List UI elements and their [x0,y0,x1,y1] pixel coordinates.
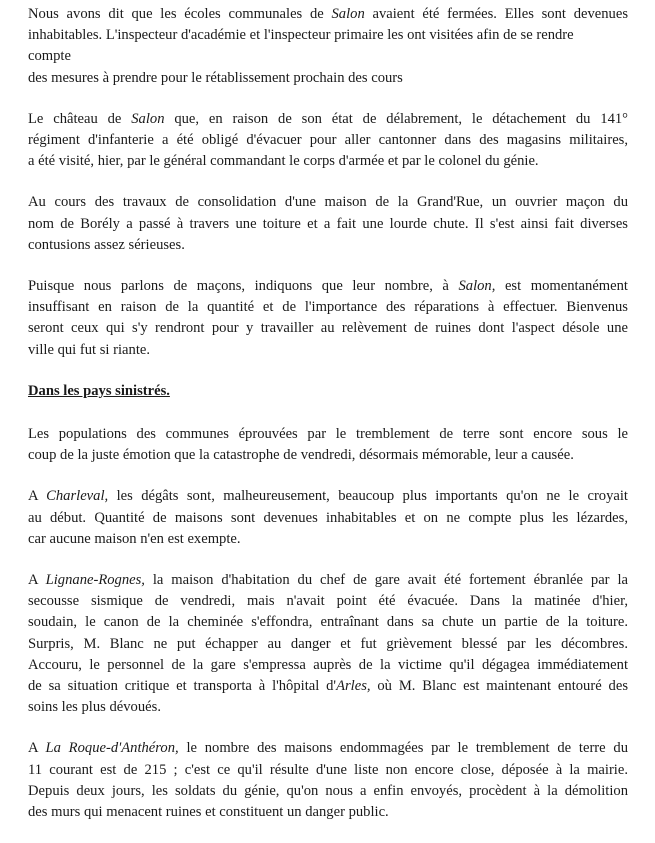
text-line [28,676,628,697]
paragraph-p7 [28,570,628,718]
text-line [28,318,628,339]
text-line [28,760,628,781]
place-name: La Roque-d'Anthéron, [45,740,179,757]
text-run: nom de Borély a passé à travers une toiture et a fait une lourde chute. Il s'est ainsi fait diverses [28,215,628,232]
text-run: régiment d'infanterie a été obligé d'évacuer pour aller cantonner dans des magasins militaires, [28,132,628,149]
text-run: Depuis deux jours, les soldats du génie, qu'on nous a enfin envoyés, procèdent à la démolition [28,782,628,799]
text-run: soudain, le canon de la cheminée s'effondra, entraînant dans sa chute un partie de la toiture. [28,614,628,631]
text-run: Le château de [28,110,132,127]
text-run: est momentanément [495,278,628,295]
text-run: les dégâts sont, malheureusement, beaucoup plus importants qu'on ne le croyait [108,488,628,505]
paragraph-p4 [28,276,628,361]
text-line [28,445,628,466]
paragraph-p5 [28,424,628,466]
text-run: des mesures à prendre pour le rétablissement prochain des cours [28,69,403,86]
place-name: Salon [331,6,365,22]
text-run: que, en raison de son état de délabrement, le détachement du 141° [164,110,628,127]
text-run: Surpris, M. Blanc ne put échapper au danger et fut grièvement blessé par les décombres. [28,635,628,652]
place-name: Charleval, [46,488,109,505]
text-run: des murs qui menacent ruines et constituent un danger public. [28,804,389,821]
news-section-sinistres [28,424,628,823]
text-run: Nous avons dit que les écoles communales de [28,6,332,22]
text-line [28,276,628,297]
text-run: de sa situation critique et transporta à l'hôpital d' [28,678,337,695]
text-run: où M. Blanc est maintenant entouré des [370,678,628,695]
text-line [28,612,628,633]
paragraph-p8 [28,738,628,823]
place-name: Salon [131,110,165,127]
paragraph-p6 [28,486,628,550]
paragraph-p3 [28,192,628,256]
text-run: car aucune maison n'en est exempte. [28,530,241,547]
text-run: 11 courant est de 215 ; c'est ce qu'il résulte d'une liste non encore close, déposée à la mairie. [28,761,628,778]
text-line [28,151,628,172]
text-line [28,508,628,529]
text-run: secousse sismique de vendredi, mais n'avait point été évacuée. Dans la matinée d'hier, [28,593,628,610]
text-run: contusions assez sérieuses. [28,236,185,253]
text-line [28,46,628,67]
place-name: Salon, [458,278,496,295]
text-run: Accouru, le personnel de la gare s'empressa auprès de la victime qu'il dégagea immédiatement [28,656,628,673]
text-run: inhabitables. L'inspecteur d'académie et l'inspecteur primaire les ont visitées afin de se rendre [28,27,574,44]
text-line [28,235,628,256]
text-run: le nombre des maisons endommagées par le tremblement de terre du [178,740,628,757]
place-name: Lignane-Rognes, [45,572,145,589]
text-run: Au cours des travaux de consolidation d'une maison de la Grand'Rue, un ouvrier maçon du [28,194,628,211]
text-line [28,655,628,676]
text-line [28,109,628,130]
text-run: la maison d'habitation du chef de gare avait été fortement ébranlée par la [144,572,628,589]
paragraph-p2 [28,109,628,173]
text-line [28,802,628,823]
text-line [28,297,628,318]
text-run: Puisque nous parlons de maçons, indiquons que leur nombre, à [28,278,459,295]
text-line [28,214,628,235]
text-line [28,68,628,89]
text-line [28,697,628,718]
text-run: soins les plus dévoués. [28,699,161,716]
text-line [28,424,628,445]
text-run: ville qui fut si riante. [28,341,150,358]
text-run: insuffisant en raison de la quantité et de l'importance des réparations à effectuer. Bienvenus [28,299,628,316]
text-line [28,738,628,759]
text-line [28,4,628,25]
news-section-salon [28,4,628,361]
text-line [28,192,628,213]
text-line [28,340,628,361]
text-line [28,130,628,151]
text-line [28,570,628,591]
section-heading: Dans les pays sinistrés. [28,382,170,399]
text-line [28,25,628,46]
text-run: A [28,740,46,757]
place-name: Arles, [336,678,371,695]
text-run: Les populations des communes éprouvées par le tremblement de terre sont encore sous le [28,426,628,443]
text-line [28,591,628,612]
text-line [28,634,628,655]
text-run: avaient été fermées. Elles sont devenues [364,6,628,22]
text-run: A [28,572,46,589]
text-run: seront ceux qui s'y rendront pour y travailler au relèvement de ruines dont l'aspect désole une [28,320,628,337]
paragraph-p1 [28,4,628,89]
text-run: compte [28,48,71,65]
text-line [28,781,628,802]
text-line [28,486,628,507]
text-line [28,529,628,550]
text-run: A [28,488,47,505]
text-run: au début. Quantité de maisons sont devenues inhabitables et on ne compte plus les lézardes, [28,509,628,526]
document-page [28,4,628,843]
text-run: a été visité, hier, par le général commandant le corps d'armée et par le colonel du génie. [28,153,539,170]
text-run: coup de la juste émotion que la catastrophe de vendredi, désormais mémorable, leur a causée. [28,447,574,464]
